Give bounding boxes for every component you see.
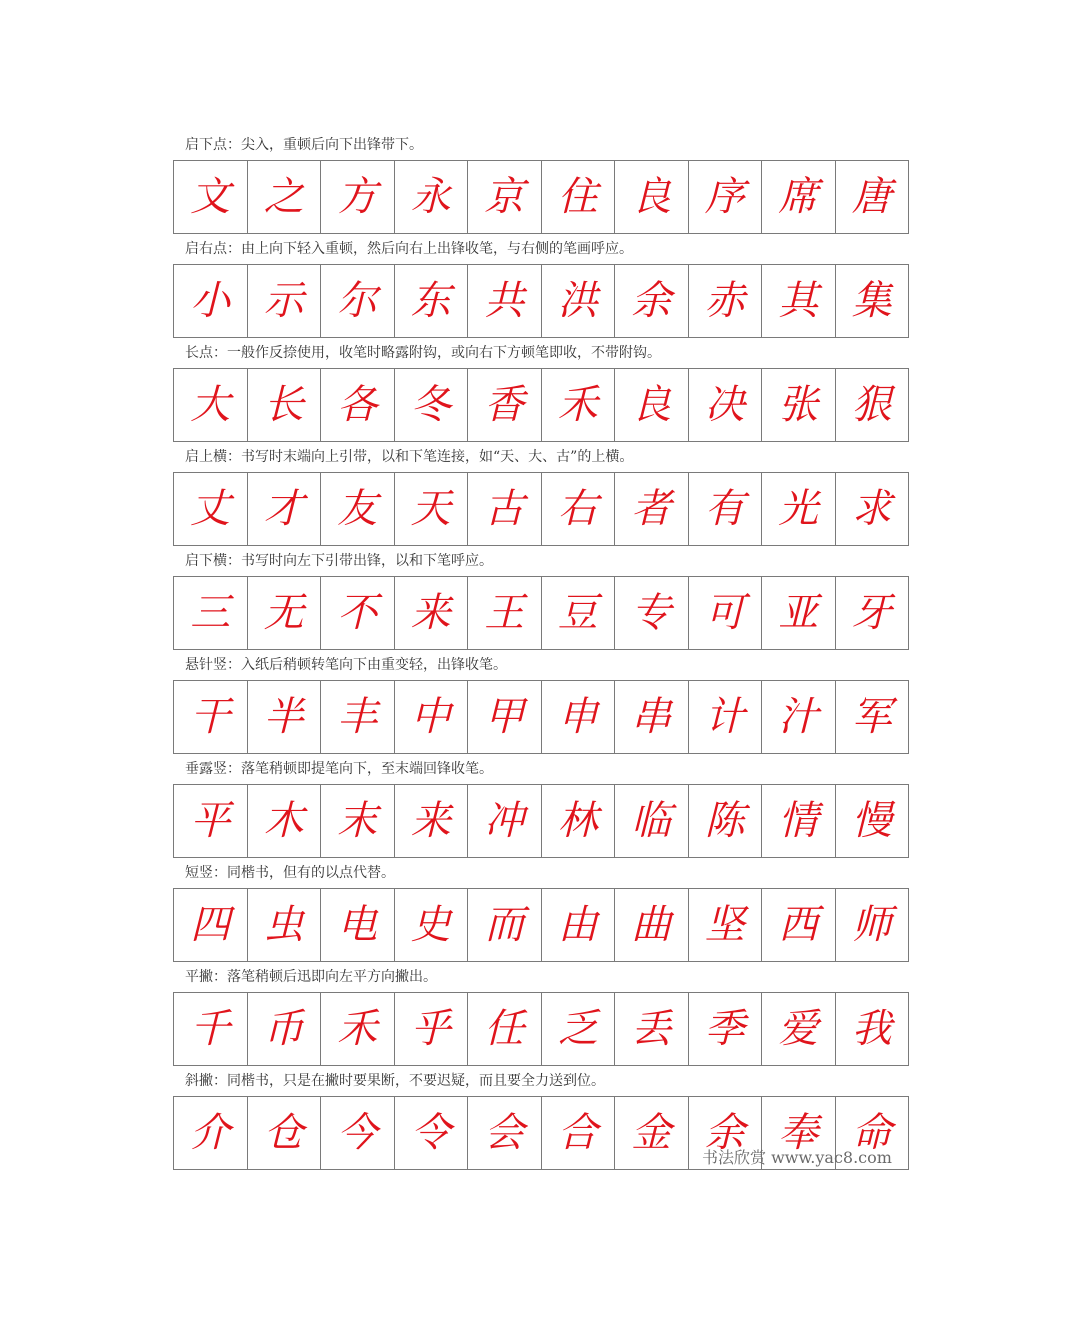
character-cell: 陈 bbox=[688, 785, 762, 857]
character-cell: 计 bbox=[688, 681, 762, 753]
character-cell: 慢 bbox=[835, 785, 909, 857]
character-cell: 之 bbox=[247, 161, 321, 233]
character-cell: 申 bbox=[541, 681, 615, 753]
character-cell: 文 bbox=[190, 174, 231, 220]
character-cell: 赤 bbox=[688, 265, 762, 337]
character-cell: 冲 bbox=[467, 785, 541, 857]
character-grid-row bbox=[173, 160, 909, 234]
stroke-caption: 悬针竖：入纸后稍顿转笔向下由重变轻，出锋收笔。 bbox=[185, 657, 507, 673]
character-grid-row bbox=[173, 472, 909, 546]
stroke-caption: 启右点：由上向下轻入重顿，然后向右上出锋收笔，与右侧的笔画呼应。 bbox=[185, 241, 633, 257]
character-cell: 永 bbox=[394, 161, 468, 233]
character-cell: 求 bbox=[835, 473, 909, 545]
character-cell: 唐 bbox=[835, 161, 909, 233]
stroke-section bbox=[173, 338, 909, 442]
character-grid-row bbox=[173, 784, 909, 858]
character-cell: 干 bbox=[190, 694, 231, 740]
character-cell: 坚 bbox=[688, 889, 762, 961]
stroke-section bbox=[173, 650, 909, 754]
stroke-section bbox=[173, 130, 909, 234]
character-cell: 木 bbox=[247, 785, 321, 857]
character-cell: 洪 bbox=[541, 265, 615, 337]
stroke-section bbox=[173, 442, 909, 546]
character-cell: 小 bbox=[190, 278, 231, 324]
character-cell: 而 bbox=[467, 889, 541, 961]
stroke-section bbox=[173, 858, 909, 962]
stroke-section bbox=[173, 234, 909, 338]
character-cell: 虫 bbox=[247, 889, 321, 961]
character-cell: 狠 bbox=[835, 369, 909, 441]
character-cell: 介 bbox=[190, 1110, 231, 1156]
character-cell: 亚 bbox=[761, 577, 835, 649]
stroke-caption: 垂露竖：落笔稍顿即提笔向下，至末端回锋收笔。 bbox=[185, 761, 493, 777]
character-grid-row bbox=[173, 888, 909, 962]
character-grid-row bbox=[173, 576, 909, 650]
character-cell: 其 bbox=[761, 265, 835, 337]
character-cell: 串 bbox=[614, 681, 688, 753]
character-cell: 右 bbox=[541, 473, 615, 545]
watermark-text: 书法欣赏 www.yac8.com bbox=[702, 1148, 892, 1167]
character-cell: 无 bbox=[247, 577, 321, 649]
character-cell: 方 bbox=[320, 161, 394, 233]
character-cell: 甲 bbox=[467, 681, 541, 753]
character-cell: 季 bbox=[688, 993, 762, 1065]
character-cell: 尔 bbox=[320, 265, 394, 337]
character-cell: 末 bbox=[320, 785, 394, 857]
character-cell: 千 bbox=[190, 1006, 231, 1052]
character-cell: 会 bbox=[467, 1097, 541, 1169]
stroke-caption: 启下点：尖入，重顿后向下出锋带下。 bbox=[185, 137, 423, 153]
stroke-caption: 启上横：书写时末端向上引带，以和下笔连接，如“天、大、古”的上横。 bbox=[185, 449, 634, 465]
character-cell: 住 bbox=[541, 161, 615, 233]
character-cell: 来 bbox=[394, 785, 468, 857]
character-cell: 半 bbox=[247, 681, 321, 753]
character-cell: 不 bbox=[320, 577, 394, 649]
character-cell: 可 bbox=[688, 577, 762, 649]
character-cell: 光 bbox=[761, 473, 835, 545]
character-cell: 余 bbox=[614, 265, 688, 337]
character-cell: 任 bbox=[467, 993, 541, 1065]
character-cell: 电 bbox=[320, 889, 394, 961]
character-cell: 乏 bbox=[541, 993, 615, 1065]
character-cell: 张 bbox=[761, 369, 835, 441]
character-grid-row bbox=[173, 680, 909, 754]
character-cell: 天 bbox=[394, 473, 468, 545]
character-cell: 丢 bbox=[614, 993, 688, 1065]
character-cell: 由 bbox=[541, 889, 615, 961]
character-cell: 令 bbox=[394, 1097, 468, 1169]
character-cell: 乎 bbox=[394, 993, 468, 1065]
character-cell: 友 bbox=[320, 473, 394, 545]
character-cell: 金 bbox=[614, 1097, 688, 1169]
stroke-caption: 长点：一般作反捺使用，收笔时略露附钩，或向右下方顿笔即收，不带附钩。 bbox=[185, 345, 661, 361]
character-cell: 古 bbox=[467, 473, 541, 545]
character-cell: 良 bbox=[614, 369, 688, 441]
character-cell: 共 bbox=[467, 265, 541, 337]
character-cell: 余 bbox=[688, 1097, 762, 1169]
stroke-caption: 斜撇：同楷书，只是在撇时要果断，不要迟疑，而且要全力送到位。 bbox=[185, 1073, 605, 1089]
character-cell: 来 bbox=[394, 577, 468, 649]
character-cell: 集 bbox=[835, 265, 909, 337]
character-cell: 大 bbox=[190, 382, 231, 428]
character-cell: 冬 bbox=[394, 369, 468, 441]
character-cell: 西 bbox=[761, 889, 835, 961]
character-cell: 香 bbox=[467, 369, 541, 441]
character-cell: 牙 bbox=[835, 577, 909, 649]
character-cell: 王 bbox=[467, 577, 541, 649]
character-cell: 命 bbox=[835, 1097, 909, 1169]
stroke-caption: 短竖：同楷书，但有的以点代替。 bbox=[185, 865, 395, 881]
character-cell: 有 bbox=[688, 473, 762, 545]
character-cell: 才 bbox=[247, 473, 321, 545]
character-cell: 情 bbox=[761, 785, 835, 857]
character-cell: 各 bbox=[320, 369, 394, 441]
character-cell: 合 bbox=[541, 1097, 615, 1169]
character-cell: 禾 bbox=[320, 993, 394, 1065]
character-cell: 长 bbox=[247, 369, 321, 441]
character-grid-row bbox=[173, 264, 909, 338]
character-cell: 林 bbox=[541, 785, 615, 857]
character-cell: 良 bbox=[614, 161, 688, 233]
stroke-caption: 启下横：书写时向左下引带出锋，以和下笔呼应。 bbox=[185, 553, 493, 569]
character-cell: 决 bbox=[688, 369, 762, 441]
character-grid-row bbox=[173, 992, 909, 1066]
stroke-section bbox=[173, 962, 909, 1066]
character-cell: 东 bbox=[394, 265, 468, 337]
character-cell: 史 bbox=[394, 889, 468, 961]
character-cell: 爱 bbox=[761, 993, 835, 1065]
character-grid-row bbox=[173, 368, 909, 442]
character-cell: 临 bbox=[614, 785, 688, 857]
character-cell: 序 bbox=[688, 161, 762, 233]
character-cell: 中 bbox=[394, 681, 468, 753]
character-cell: 丰 bbox=[320, 681, 394, 753]
character-cell: 禾 bbox=[541, 369, 615, 441]
character-cell: 示 bbox=[247, 265, 321, 337]
stroke-caption: 平撇：落笔稍顿后迅即向左平方向撇出。 bbox=[185, 969, 437, 985]
character-cell: 奉 bbox=[761, 1097, 835, 1169]
character-cell: 三 bbox=[190, 590, 231, 636]
character-cell: 曲 bbox=[614, 889, 688, 961]
character-cell: 丈 bbox=[190, 486, 231, 532]
character-cell: 京 bbox=[467, 161, 541, 233]
character-cell: 席 bbox=[761, 161, 835, 233]
stroke-section bbox=[173, 754, 909, 858]
character-cell: 者 bbox=[614, 473, 688, 545]
character-cell: 今 bbox=[320, 1097, 394, 1169]
character-cell: 专 bbox=[614, 577, 688, 649]
practice-sheet bbox=[173, 130, 909, 1170]
character-cell: 豆 bbox=[541, 577, 615, 649]
character-cell: 币 bbox=[247, 993, 321, 1065]
character-cell: 我 bbox=[835, 993, 909, 1065]
character-cell: 师 bbox=[835, 889, 909, 961]
character-cell: 军 bbox=[835, 681, 909, 753]
character-cell: 四 bbox=[190, 902, 231, 948]
character-cell: 仓 bbox=[247, 1097, 321, 1169]
stroke-section bbox=[173, 546, 909, 650]
character-cell: 汁 bbox=[761, 681, 835, 753]
character-cell: 平 bbox=[190, 798, 231, 844]
